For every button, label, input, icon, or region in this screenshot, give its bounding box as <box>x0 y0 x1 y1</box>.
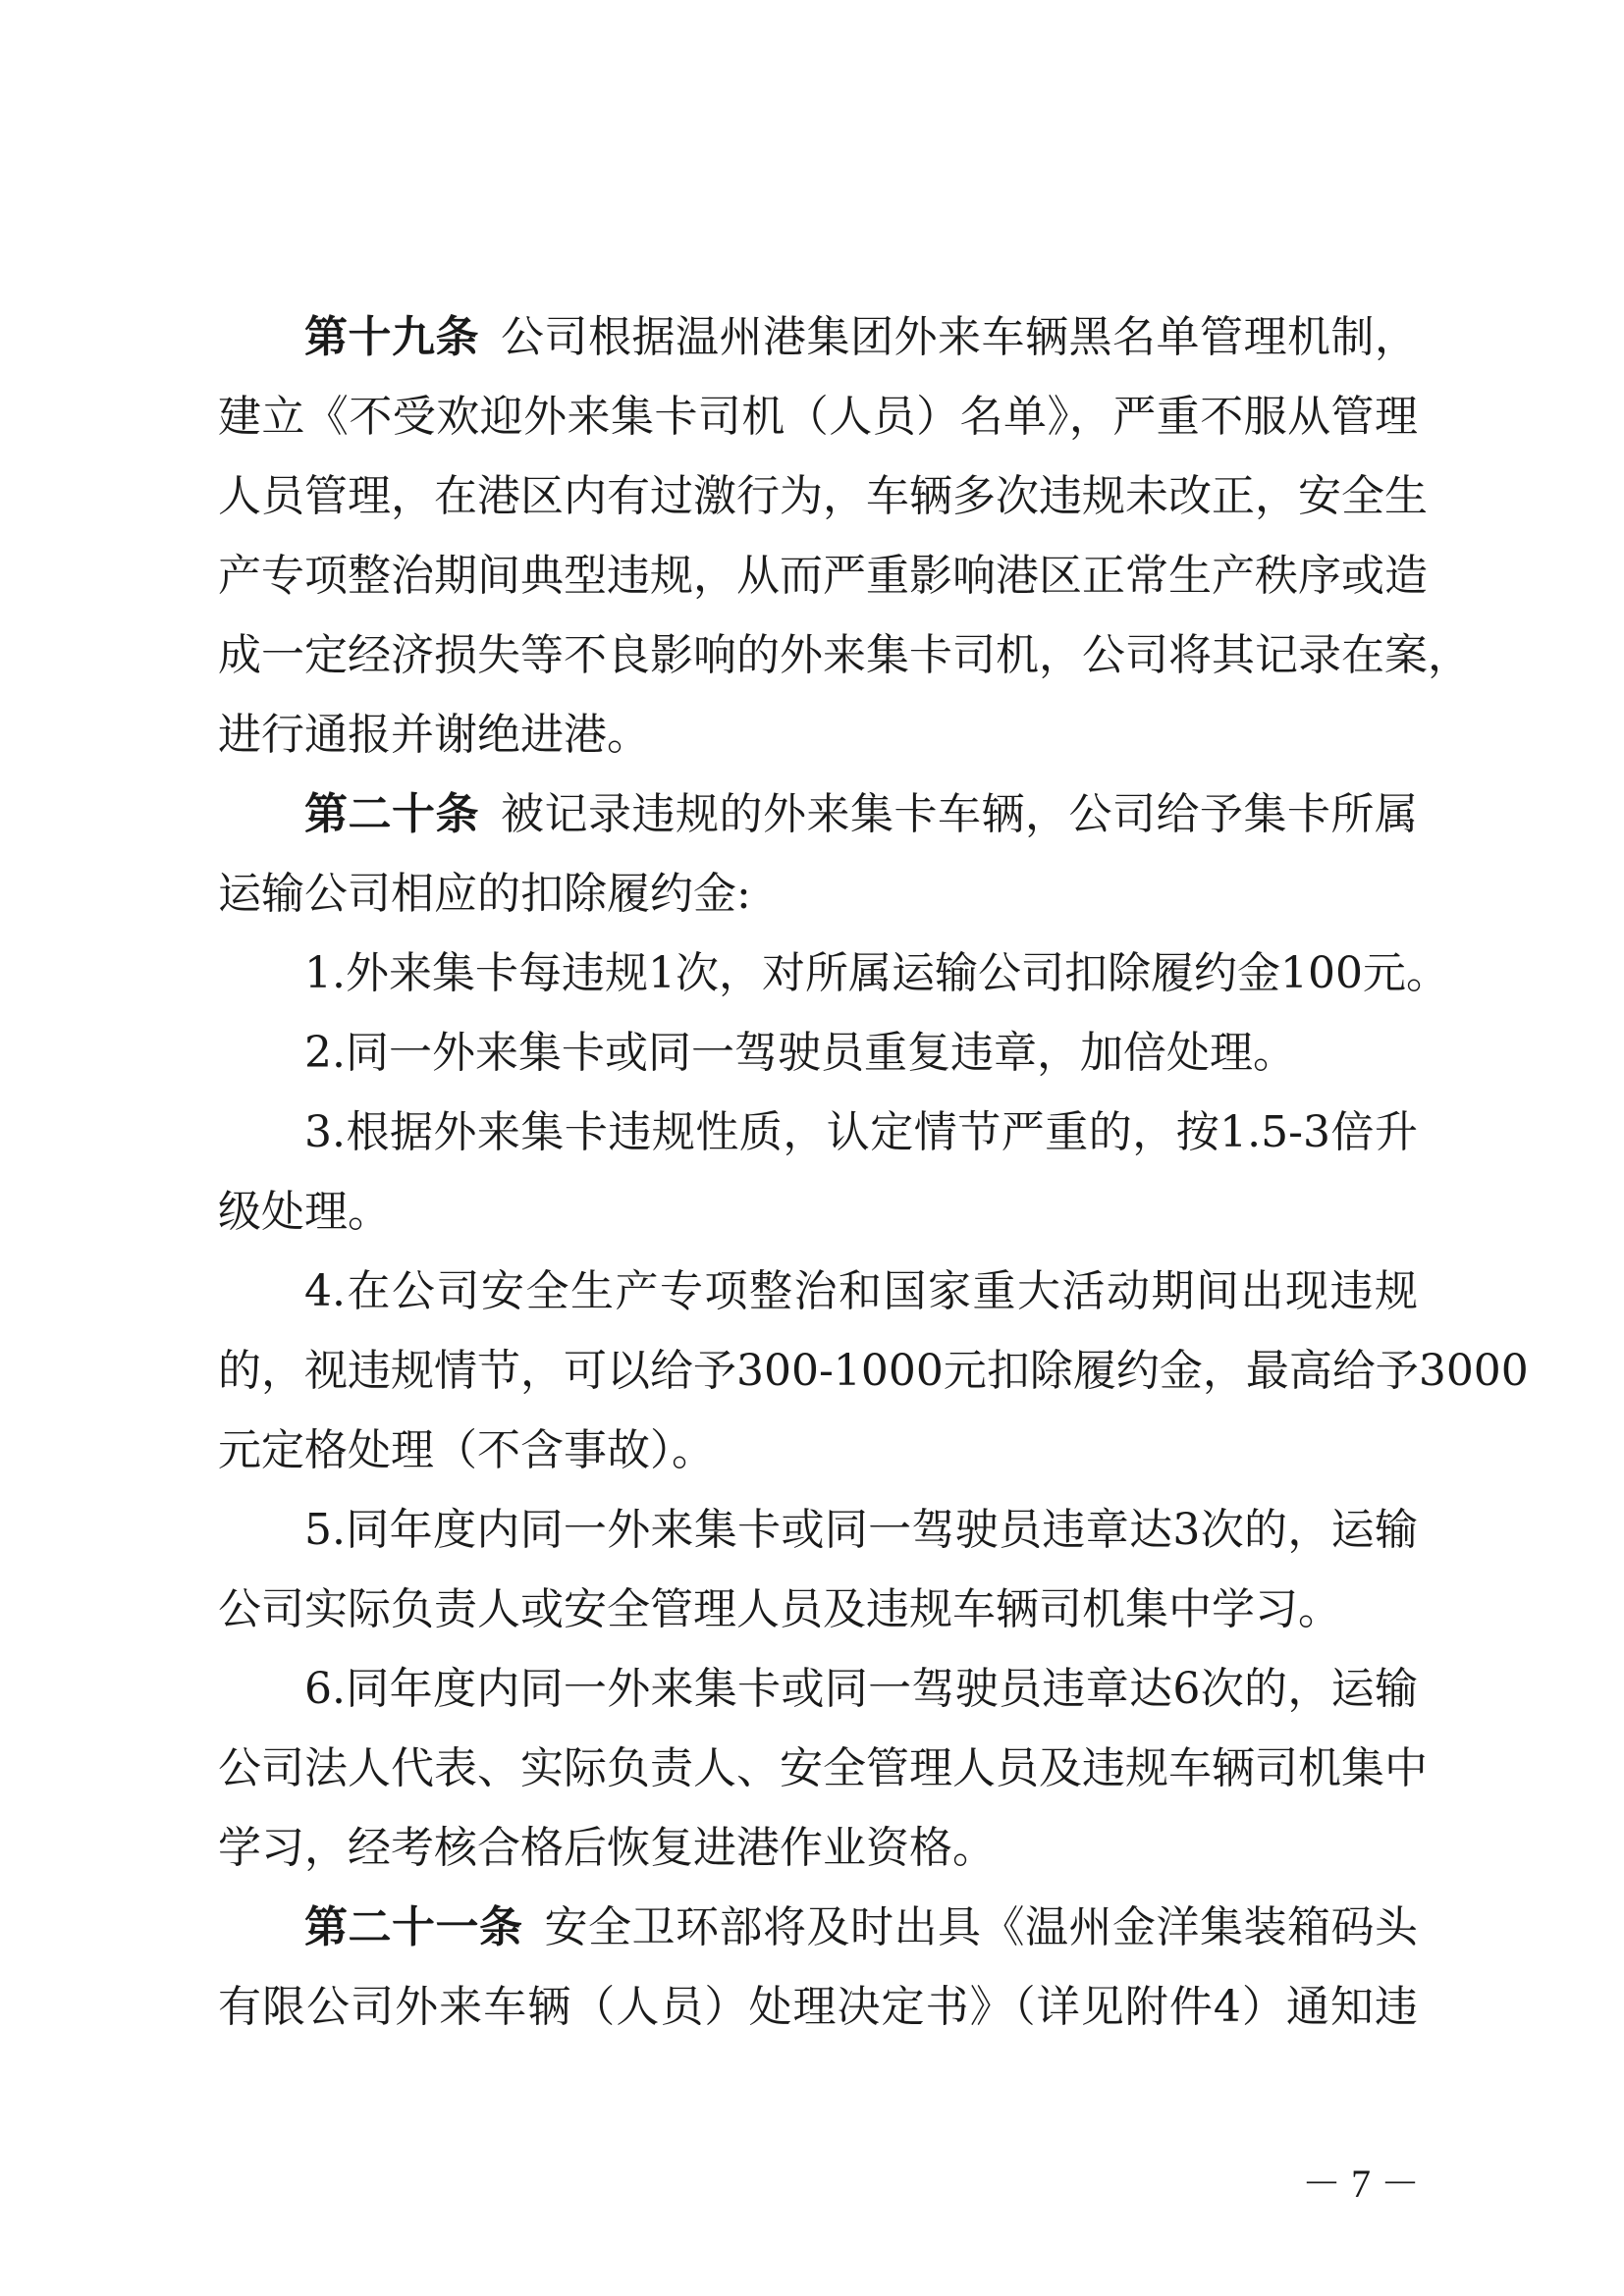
paragraph-line <box>304 306 1418 369</box>
list-item-line <box>304 1260 1418 1323</box>
paragraph-line <box>218 465 1428 528</box>
list-item-line <box>304 1499 1418 1562</box>
article-heading: 第十九条 <box>304 312 479 362</box>
list-item-line <box>218 1340 1529 1403</box>
paragraph-line <box>218 704 1418 767</box>
paragraph-line <box>218 863 1418 926</box>
list-item-line <box>304 1101 1418 1164</box>
line-text: 学习，经考核合格后恢复进港作业资格。 <box>218 1823 996 1873</box>
line-text: 人员管理，在港区内有过激行为，车辆多次违规未改正，安全生 <box>218 471 1428 521</box>
list-item-line <box>218 1578 1418 1641</box>
line-text: 安全卫环部将及时出具《温州金洋集装箱码头 <box>544 1902 1418 1952</box>
line-text: 6.同年度内同一外来集卡或同一驾驶员违章达6次的，运输 <box>304 1664 1418 1714</box>
list-item-line <box>218 1181 1418 1244</box>
line-text: 5.同年度内同一外来集卡或同一驾驶员违章达3次的，运输 <box>304 1505 1418 1555</box>
line-text: 公司法人代表、实际负责人、安全管理人员及违规车辆司机集中 <box>218 1743 1428 1793</box>
article-heading: 第二十条 <box>304 789 479 839</box>
paragraph-line <box>218 1976 1418 2039</box>
line-text: 进行通报并谢绝进港。 <box>218 710 650 760</box>
line-text: 建立《不受欢迎外来集卡司机（人员）名单》，严重不服从管理 <box>218 392 1418 442</box>
article-heading: 第二十一条 <box>304 1902 523 1952</box>
list-item-line <box>218 1817 1418 1880</box>
paragraph-line <box>304 1896 1418 1959</box>
line-text: 成一定经济损失等不良影响的外来集卡司机，公司将其记录在案， <box>218 630 1471 680</box>
line-text: 级处理。 <box>218 1187 391 1237</box>
line-text: 公司实际负责人或安全管理人员及违规车辆司机集中学习。 <box>218 1584 1341 1634</box>
line-text: 产专项整治期间典型违规，从而严重影响港区正常生产秩序或造 <box>218 551 1428 601</box>
paragraph-line <box>218 386 1418 449</box>
page-number: － 7 － <box>1302 2162 1420 2206</box>
line-text: 2.同一外来集卡或同一驾驶员重复违章，加倍处理。 <box>304 1028 1296 1078</box>
line-text: 公司根据温州港集团外来车辆黑名单管理机制， <box>501 312 1418 362</box>
paragraph-line <box>218 545 1428 608</box>
line-text: 元定格处理（不含事故）。 <box>218 1425 715 1475</box>
line-text: 被记录违规的外来集卡车辆，公司给予集卡所属 <box>501 789 1418 839</box>
line-text: 运输公司相应的扣除履约金: <box>218 869 751 919</box>
line-text: 1.外来集卡每违规1次，对所属运输公司扣除履约金100元。 <box>304 948 1449 998</box>
line-text: 4.在公司安全生产专项整治和国家重大活动期间出现违规 <box>304 1266 1418 1316</box>
list-item-line <box>304 942 1449 1005</box>
line-text: 3.根据外来集卡违规性质，认定情节严重的，按1.5-3倍升 <box>304 1107 1418 1157</box>
paragraph-line <box>304 783 1418 846</box>
list-item-line <box>218 1419 1418 1482</box>
line-text: 有限公司外来车辆（人员）处理决定书》（详见附件4）通知违 <box>218 1982 1418 2032</box>
list-item-line <box>304 1022 1418 1085</box>
list-item-line <box>218 1737 1428 1800</box>
paragraph-line <box>218 624 1471 687</box>
line-text: 的，视违规情节，可以给予300-1000元扣除履约金，最高给予3000 <box>218 1346 1529 1396</box>
list-item-line <box>304 1658 1418 1721</box>
